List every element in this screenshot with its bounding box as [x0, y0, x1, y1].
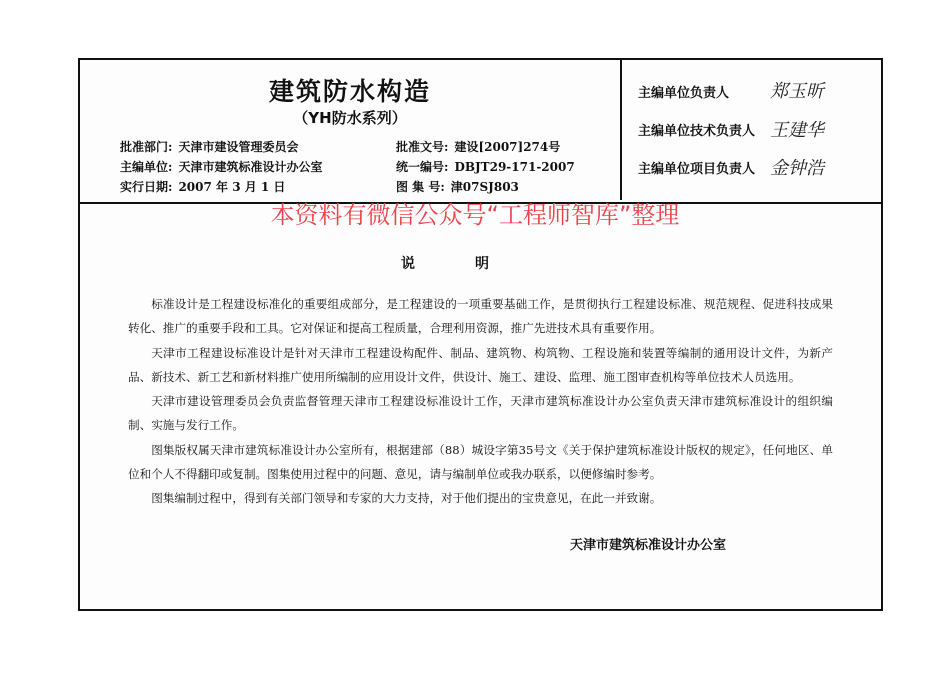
paragraph: 图集版权属天津市建筑标准设计办公室所有，根据建部（88）城设字第35号文《关于保护建筑标准设计版权的规定》，任何地区、单位和个人不得翻印或复制。图集使用过程中的问题、意见，请与编制单位或我办联系，以便修编时参考。	[128, 442, 833, 482]
explanation-body	[128, 292, 833, 511]
approval-dept: 批准部门: 天津市建设管理委员会	[120, 140, 299, 154]
paragraph: 图集编制过程中，得到有关部门领导和专家的大力支持，对于他们提出的宝贵意见，在此一并致谢。	[151, 491, 662, 506]
paragraph: 标准设计是工程建设标准化的重要组成部分，是工程建设的一项重要基础工作，是贯彻执行工程建设标准、规范规程、促进科技成果转化、推广的重要手段和工具。它对保证和提高工程质量，合理利用资源，推广先进技术具有重要作用。	[128, 297, 833, 336]
title-header	[80, 60, 883, 204]
atlas-subtitle: （YH防水系列）	[293, 109, 407, 127]
unified-number: 统一编号: DBJT29-171-2007	[396, 160, 575, 174]
signoff-office: 天津市建筑标准设计办公室	[570, 538, 727, 553]
watermark-text: 本资料有微信公众号“工程师智库”整理	[270, 201, 680, 229]
atlas-number: 图 集 号: 津07SJ803	[396, 180, 519, 194]
section-title: 说明	[401, 256, 549, 272]
project-lead-label: 主编单位项目负责人	[638, 162, 756, 177]
paragraph: 天津市建设管理委员会负责监督管理天津市工程建设标准设计工作，天津市建筑标准设计办公室负责天津市建筑标准设计的组织编制、实施与发行工作。	[128, 394, 833, 433]
technical-lead-signature: 王建华	[770, 120, 824, 141]
chief-editor-signature: 郑玉昕	[770, 81, 824, 102]
technical-lead-label: 主编单位技术负责人	[638, 124, 756, 139]
editor-unit: 主编单位: 天津市建筑标准设计办公室	[120, 160, 323, 174]
title-block	[80, 60, 622, 200]
atlas-title: 建筑防水构造	[268, 77, 431, 106]
effective-date: 实行日期: 2007 年 3 月 1 日	[120, 180, 286, 194]
approval-number: 批准文号: 建设[2007]274号	[396, 140, 561, 154]
project-lead-signature: 金钟浩	[770, 158, 824, 179]
paragraph: 天津市工程建设标准设计是针对天津市工程建设构配件、制品、建筑物、构筑物、工程设施和装置等编制的通用设计文件，为新产品、新技术、新工艺和新材料推广使用所编制的应用设计文件，供设计、施工、建设、监理、施工图审查机构等单位技术人员选用。	[128, 345, 833, 384]
chief-editor-label: 主编单位负责人	[638, 86, 730, 101]
